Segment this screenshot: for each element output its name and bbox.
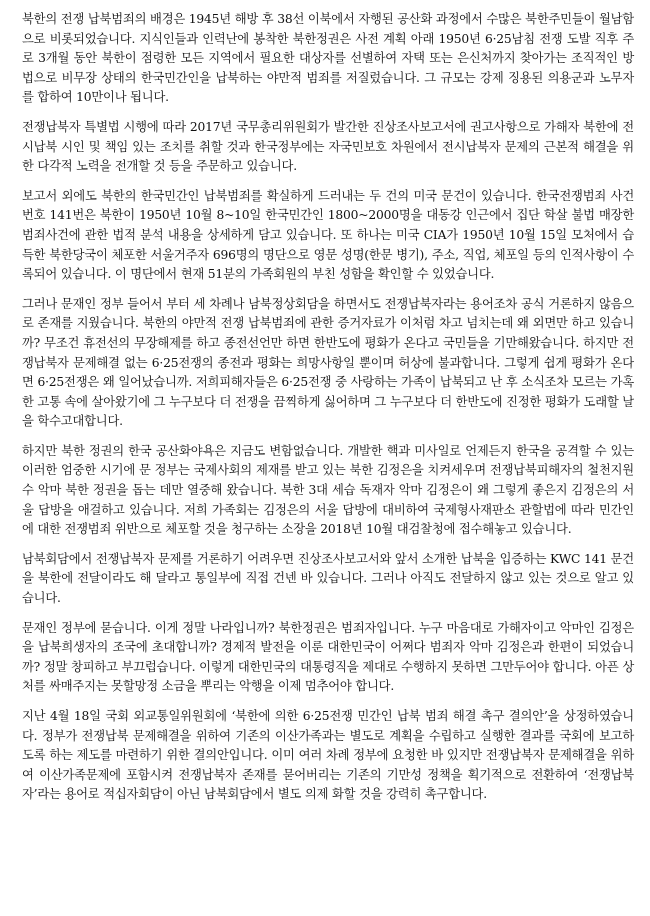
paragraph-north-korea-ambition: 하지만 북한 정권의 한국 공산화야욕은 지금도 변함없습니다. 개발한 핵과 미사일로 언제든지 한국을 공격할 수 있는 이러한 엄중한 시기에 문 정부는 국제사회의 제재를 받고 있는 북한 김정은을 치켜세우며 전쟁납북피해자의 철천지원수 악마 북한 정권을 돕는 데만 열중해 왔습니다. 북한 3대 세습 독재자 악마 김정은이 왜 그렇게 좋은지 김정은의 서울 답방을 애걸하고 있습니다. 저희 가족회는 김정은의 서울 답방에 대비하여 국제형사재판소 관할법에 따라 민간인에 대한 전쟁범죄 위반으로 체포할 것을 청구하는 소장을 2018년 10월 대검찰청에 접수해놓고 있습니다. (22, 443, 634, 537)
document-page (22, 10, 634, 815)
paragraph-background: 북한의 전쟁 납북범죄의 배경은 1945년 해방 후 38선 이북에서 자행된 공산화 과정에서 수많은 북한주민들이 월남함으로 비롯되었습니다. 지식인들과 인력난에 봉착한 북한정권은 사전 계획 아래 1950년 6·25남침 전쟁 도발 직후 주로 3개월 동안 북한이 점령한 모든 지역에서 필요한 대상자를 선별하여 자택 또는 은신처까지 찾아가는 조직적인 방법으로 비무장 상태의 한국민간인을 납북하는 야만적 범죄를 저질렀습니다. 그 규모는 강제 징용된 의용군과 노무자를 합하여 10만이나 됩니다. (22, 12, 634, 105)
paragraph-resolution: 지난 4월 18일 국회 외교통일위원회에 ‘북한에 의한 6·25전쟁 민간인 납북 범죄 해결 촉구 결의안’을 상정하였습니다. 정부가 전쟁납북 문제해결을 위하여 기존의 이산가족과는 별도로 계획을 수립하고 실행한 결과를 국회에 보고하도록 하는 제도를 마련하기 위한 결의안입니다. 이미 여러 차례 정부에 요청한 바 있지만 전쟁납북자 문제해결을 위하여 이산가족문제에 포함시켜 전쟁납북자 존재를 묻어버리는 기존의 기만성 정책을 획기적으로 전환하여 ‘전쟁납북자’라는 용어로 적십자회담이 아닌 남북회담에서 별도 의제 화할 것을 강력히 촉구합니다. (22, 709, 634, 802)
paragraph-question-to-government: 문재인 정부에 묻습니다. 이게 정말 나라입니까? 북한정권은 범죄자입니다. 누구 마음대로 가해자이고 악마인 김정은을 납북희생자의 조국에 초대합니까? 경제적 발전을 이룬 대한민국이 어쩌다 범죄자 악마 김정은과 한편이 되었습니까? 정말 창피하고 부끄럽습니다. 이렇게 대한민국의 대통령직을 제대로 수행하지 못하면 그만두어야 합니다. 아픈 상처를 싸매주지는 못할망정 소금을 뿌리는 악행을 이제 멈추어야 합니다. (22, 620, 634, 694)
paragraph-report-recommendation: 전쟁납북자 특별법 시행에 따라 2017년 국무총리위원회가 발간한 진상조사보고서에 권고사항으로 가해자 북한에 전시납북 시인 및 책임 있는 조치를 취할 것과 한국정부에는 자국민보호 차원에서 전시납북자 문제의 근본적 해결을 위한 다각적 노력을 전개할 것 등을 주문하고 있습니다. (22, 119, 634, 174)
paragraph-us-documents: 보고서 외에도 북한의 한국민간인 납북범죄를 확실하게 드러내는 두 건의 미국 문건이 있습니다. 한국전쟁범죄 사건번호 141번은 북한이 1950년 10월 8~10일 한국민간인 1800~2000명을 대동강 인근에서 집단 학살 불법 매장한 범죄사건에 관한 법적 분석 내용을 상세하게 담고 있습니다. 또 하나는 미국 CIA가 1950년 10월 15일 모처에서 습득한 북한당국이 체포한 서울거주자 696명의 명단으로 영문 성명(한문 병기), 주소, 직업, 체포일 등의 인적사항이 수록되어 있습니다. 이 명단에서 현재 51분의 가족회원의 부친 성함을 확인할 수 있었습니다. (22, 188, 634, 282)
paragraph-government-criticism: 그러나 문재인 정부 들어서 부터 세 차례나 남북정상회담을 하면서도 전쟁납북자라는 용어조차 공식 거론하지 않음으로 존재를 지웠습니다. 북한의 야만적 전쟁 납북범죄에 관한 증거자료가 이처럼 차고 넘치는데 왜 외면만 하고 있습니까? 무조건 휴전선의 무장해제를 하고 종전선언만 하면 한반도에 평화가 온다고 국민들을 기만해왔습니다. 하지만 전쟁납북자 문제해결 없는 6·25전쟁의 종전과 평화는 희망사항일 뿐이며 허상에 불과합니다. 그렇게 쉽게 평화가 온다면 6·25전쟁은 왜 일어났습니까. 저희피해자들은 6·25전쟁 중 사랑하는 가족이 납북되고 난 후 소식조차 모르는 가혹한 고통 속에 살아왔기에 그 누구보다 더 전쟁을 끔찍하게 싫어하며 그 누구보다 더 한반도에 진정한 평화가 도래할 날을 학수고대합니다. (22, 296, 634, 429)
paragraph-kwc-141: 남북회담에서 전쟁납북자 문제를 거론하기 어려우면 진상조사보고서와 앞서 소개한 납북을 입증하는 KWC 141 문건을 북한에 전달이라도 해 달라고 통일부에 직접 건넨 바 있습니다. 그러나 아직도 전달하지 않고 있는 것으로 알고 있습니다. (22, 551, 634, 606)
